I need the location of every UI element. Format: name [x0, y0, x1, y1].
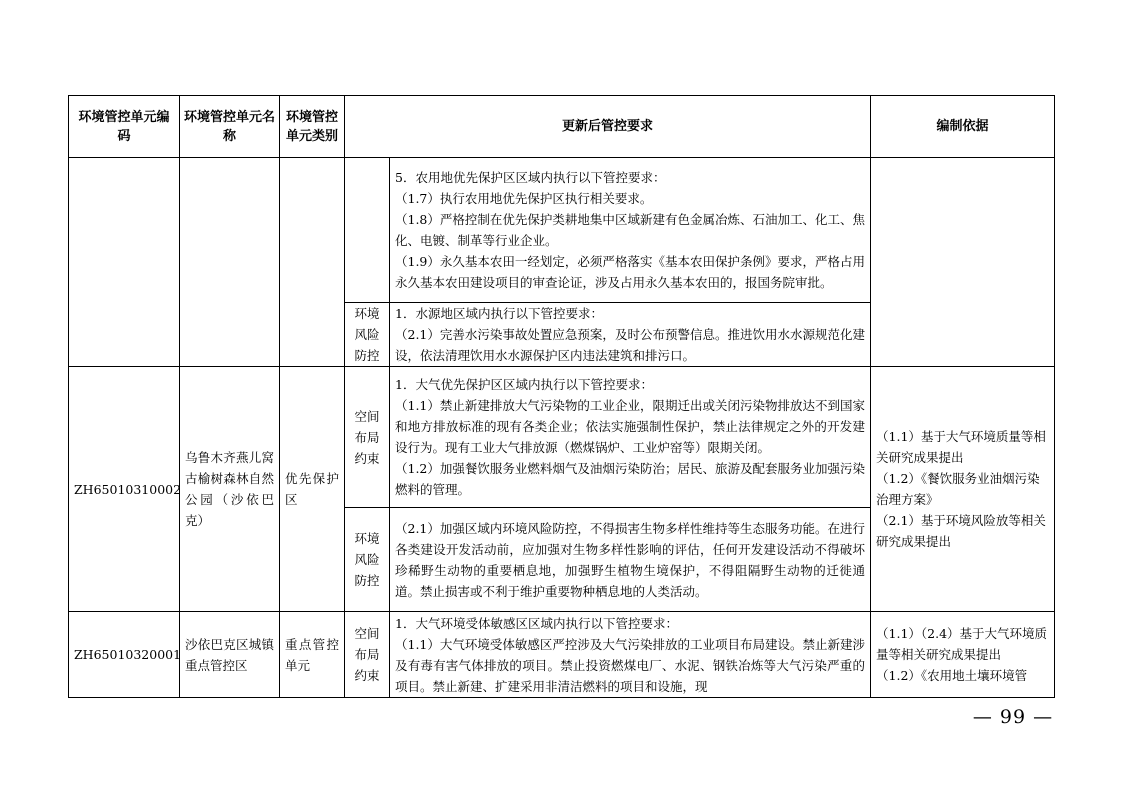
header-unit-code: 环境管控单元编码 [69, 96, 180, 158]
requirement-line: 1．水源地区域内执行以下管控要求： [395, 306, 603, 321]
requirement-line: 1．大气优先保护区区域内执行以下管控要求： [395, 377, 653, 392]
unit-row [69, 367, 1055, 508]
continuation-category-cell [280, 158, 345, 367]
unit-category: 重点管控单元 [280, 612, 345, 698]
continuation-type-cell [345, 158, 390, 303]
unit-category: 优先保护区 [280, 367, 345, 612]
continuation-row [69, 158, 1055, 303]
spatial-layout-type: 空间布局约束 [345, 367, 390, 508]
risk-control-requirements [390, 508, 871, 612]
requirement-line: （2.1）加强区域内环境风险防控，不得损害生物多样性维持等生态服务功能。在进行各类建设开发活动前，应加强对生物多样性影响的评估，任何开发建设活动不得破坏珍稀野生动物的重要栖息地，加强野生植物生境保护，不得阻隔野生动物的迁徙通道。禁止损害或不利于维护重要物种栖息地的人类活动。 [395, 520, 866, 599]
page-number: — 99 — [972, 706, 1054, 728]
basis-line: （1.1）（2.4）基于大气环境质量等相关研究成果提出 [876, 626, 1048, 662]
unit-code: ZH65010320001 [69, 612, 180, 698]
risk-control-type: 环境风险防控 [345, 303, 390, 367]
control-requirements-table [68, 95, 1055, 698]
requirement-line: （1.2）加强餐饮服务业燃料烟气及油烟污染防治；居民、旅游及配套服务业加强污染燃料的管理。 [395, 461, 866, 497]
header-unit-name: 环境管控单元名称 [180, 96, 280, 158]
requirement-line: （1.1）大气环境受体敏感区严控涉及大气污染排放的工业项目布局建设。禁止新建涉及有毒有害气体排放的项目。禁止投资燃煤电厂、水泥、钢铁冶炼等大气污染严重的项目。禁止新建、扩建采用非清洁燃料的项目和设施，现 [395, 636, 866, 694]
spatial-layout-type: 空间布局约束 [345, 612, 390, 698]
basis-line: （1.2）《农用地土壤环境管 [876, 668, 1028, 683]
header-requirements: 更新后管控要求 [345, 96, 871, 158]
unit-row [69, 612, 1055, 698]
risk-control-type: 环境风险防控 [345, 508, 390, 612]
continuation-name-cell [180, 158, 280, 367]
basis-line: （1.1）基于大气环境质量等相关研究成果提出 [876, 429, 1046, 465]
continuation-basis-cell [871, 158, 1055, 367]
spatial-layout-requirements [390, 612, 871, 698]
header-unit-category: 环境管控单元类别 [280, 96, 345, 158]
unit-code: ZH65010310002 [69, 367, 180, 612]
header-basis: 编制依据 [871, 96, 1055, 158]
requirement-line: （1.8）严格控制在优先保护类耕地集中区域新建有色金属冶炼、石油加工、化工、焦化、电镀、制革等行业企业。 [395, 212, 866, 248]
basis-line: （1.2）《餐饮服务业油烟污染治理方案》 [876, 471, 1040, 507]
continuation-requirements [390, 158, 871, 303]
requirement-line: （1.9）永久基本农田一经划定，必须严格落实《基本农田保护条例》要求，严格占用永久基本农田建设项目的审查论证，涉及占用永久基本农田的，报国务院审批。 [395, 254, 866, 290]
unit-basis [871, 612, 1055, 698]
header-row [69, 96, 1055, 158]
requirement-line: （2.1）完善水污染事故处置应急预案，及时公布预警信息。推进饮用水水源规范化建设，依法清理饮用水水源保护区内违法建筑和排污口。 [395, 327, 866, 363]
unit-name: 乌鲁木齐燕儿窝古榆树森林自然公园（沙依巴克） [180, 367, 280, 612]
requirement-line: （1.7）执行农用地优先保护区执行相关要求。 [395, 191, 653, 206]
unit-name: 沙依巴克区城镇重点管控区 [180, 612, 280, 698]
unit-basis [871, 367, 1055, 612]
continuation-risk-requirements [390, 303, 871, 367]
basis-line: （2.1）基于环境风险放等相关研究成果提出 [876, 513, 1046, 549]
requirement-line: 5．农用地优先保护区区域内执行以下管控要求： [395, 170, 666, 185]
requirement-line: 1．大气环境受体敏感区区域内执行以下管控要求： [395, 615, 678, 631]
continuation-code-cell [69, 158, 180, 367]
spatial-layout-requirements [390, 367, 871, 508]
requirement-line: （1.1）禁止新建排放大气污染物的工业企业，限期迁出或关闭污染物排放达不到国家和地方排放标准的现有各类企业；依法实施强制性保护，禁止法律规定之外的开发建设行为。现有工业大气排放源（燃煤锅炉、工业炉窑等）限期关闭。 [395, 398, 866, 455]
